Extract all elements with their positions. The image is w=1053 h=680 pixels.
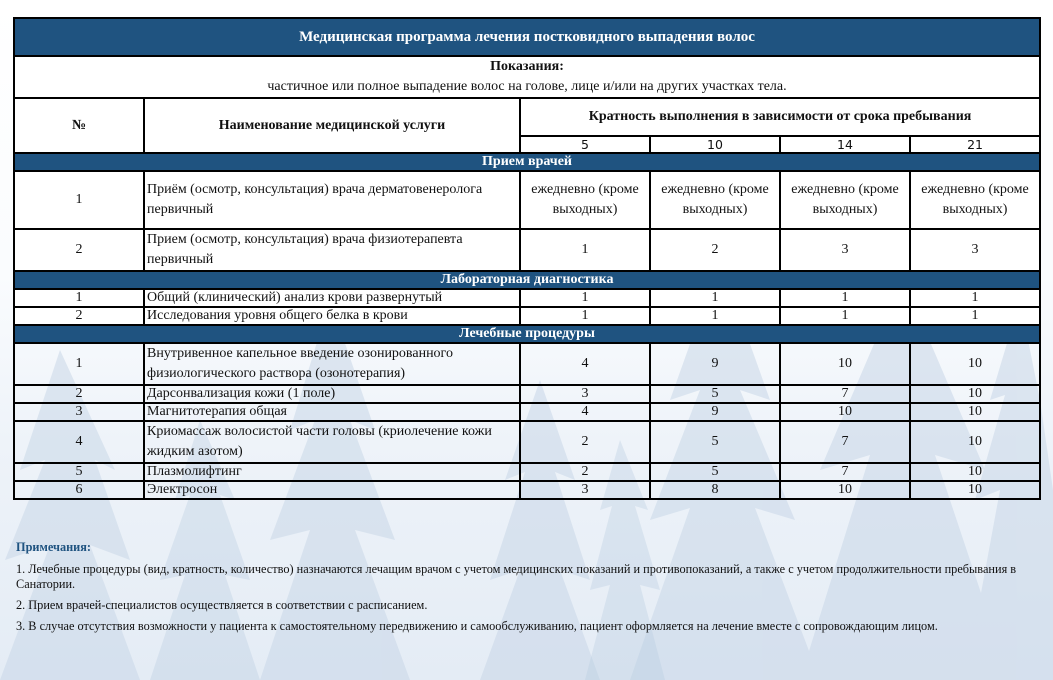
frequency-value: 9 (650, 403, 780, 421)
frequency-value: 1 (650, 289, 780, 307)
duration-header: 5 (520, 136, 650, 153)
row-number: 6 (14, 481, 144, 499)
frequency-value: 5 (650, 421, 780, 463)
section-header-procedures: Лечебные процедуры (14, 325, 1040, 343)
indications-text: частичное или полное выпадение волос на голове, лице и/или на других участках тела. (267, 79, 787, 94)
frequency-value: 1 (910, 289, 1040, 307)
table-row (14, 385, 1040, 403)
frequency-value: 1 (910, 307, 1040, 325)
service-name: Внутривенное капельное введение озонированного физиологического раствора (озонотерапия) (144, 343, 520, 385)
frequency-value: 2 (520, 421, 650, 463)
service-name: Общий (клинический) анализ крови развернутый (144, 289, 520, 307)
frequency-value: ежедневно (кроме выходных) (520, 171, 650, 229)
frequency-value: 7 (780, 463, 910, 481)
frequency-value: 7 (780, 385, 910, 403)
column-header-frequency: Кратность выполнения в зависимости от срока пребывания (520, 98, 1040, 136)
column-header-service: Наименование медицинской услуги (144, 98, 520, 153)
table-row (14, 343, 1040, 385)
duration-header: 10 (650, 136, 780, 153)
table-row (14, 463, 1040, 481)
row-number: 2 (14, 385, 144, 403)
row-number: 1 (14, 343, 144, 385)
service-name: Электросон (144, 481, 520, 499)
frequency-value: 5 (650, 463, 780, 481)
table-row (14, 481, 1040, 499)
section-header-lab: Лабораторная диагностика (14, 271, 1040, 289)
note-item: 2. Прием врачей-специалистов осуществляется в соответствии с расписанием. (16, 598, 428, 612)
frequency-value: ежедневно (кроме выходных) (910, 171, 1040, 229)
row-number: 1 (14, 171, 144, 229)
frequency-value: 10 (780, 403, 910, 421)
frequency-value: 3 (910, 229, 1040, 271)
service-name: Дарсонвализация кожи (1 поле) (144, 385, 520, 403)
row-number: 4 (14, 421, 144, 463)
frequency-value: 9 (650, 343, 780, 385)
table-row (14, 421, 1040, 463)
duration-header: 21 (910, 136, 1040, 153)
service-name: Магнитотерапия общая (144, 403, 520, 421)
frequency-value: 3 (780, 229, 910, 271)
frequency-value: ежедневно (кроме выходных) (650, 171, 780, 229)
notes-heading: Примечания: (16, 540, 92, 554)
service-name: Прием (осмотр, консультация) врача физиотерапевта первичный (144, 229, 520, 271)
frequency-value: 1 (520, 229, 650, 271)
frequency-value: 3 (520, 481, 650, 499)
row-number: 2 (14, 229, 144, 271)
row-number: 3 (14, 403, 144, 421)
service-name: Приём (осмотр, консультация) врача дерматовенеролога первичный (144, 171, 520, 229)
service-name: Криомассаж волосистой части головы (криолечение кожи жидким азотом) (144, 421, 520, 463)
frequency-value: 8 (650, 481, 780, 499)
frequency-value: 7 (780, 421, 910, 463)
notes-section (16, 540, 1026, 640)
service-name: Исследования уровня общего белка в крови (144, 307, 520, 325)
frequency-value: ежедневно (кроме выходных) (780, 171, 910, 229)
row-number: 2 (14, 307, 144, 325)
frequency-value: 10 (910, 463, 1040, 481)
row-number: 5 (14, 463, 144, 481)
table-row (14, 289, 1040, 307)
frequency-value: 4 (520, 343, 650, 385)
section-header-doctors: Прием врачей (14, 153, 1040, 171)
frequency-value: 3 (520, 385, 650, 403)
frequency-value: 2 (650, 229, 780, 271)
frequency-value: 1 (650, 307, 780, 325)
frequency-value: 10 (780, 343, 910, 385)
indications-heading: Показания: (490, 59, 564, 74)
program-title: Медицинская программа лечения постковидного выпадения волос (14, 18, 1040, 56)
frequency-value: 1 (780, 307, 910, 325)
program-table (13, 17, 1041, 500)
frequency-value: 10 (780, 481, 910, 499)
note-item: 3. В случае отсутствия возможности у пациента к самостоятельному передвижению и самообслуживанию, пациент оформляется на лечение вместе с сопровождающим лицом. (16, 619, 938, 633)
frequency-value: 10 (910, 481, 1040, 499)
table-row (14, 307, 1040, 325)
table-row (14, 229, 1040, 271)
frequency-value: 2 (520, 463, 650, 481)
table-row (14, 403, 1040, 421)
frequency-value: 10 (910, 403, 1040, 421)
duration-header: 14 (780, 136, 910, 153)
service-name: Плазмолифтинг (144, 463, 520, 481)
program-table-container (13, 17, 1039, 500)
column-header-num: № (14, 98, 144, 153)
frequency-value: 1 (520, 289, 650, 307)
frequency-value: 1 (520, 307, 650, 325)
frequency-value: 10 (910, 343, 1040, 385)
frequency-value: 10 (910, 421, 1040, 463)
table-row (14, 171, 1040, 229)
indications-block (14, 56, 1040, 98)
frequency-value: 1 (780, 289, 910, 307)
row-number: 1 (14, 289, 144, 307)
frequency-value: 5 (650, 385, 780, 403)
frequency-value: 10 (910, 385, 1040, 403)
frequency-value: 4 (520, 403, 650, 421)
note-item: 1. Лечебные процедуры (вид, кратность, количество) назначаются лечащим врачом с учетом медицинских показаний и противопоказаний, а также с учетом продолжительности пребывания в Санатории. (16, 562, 1017, 591)
